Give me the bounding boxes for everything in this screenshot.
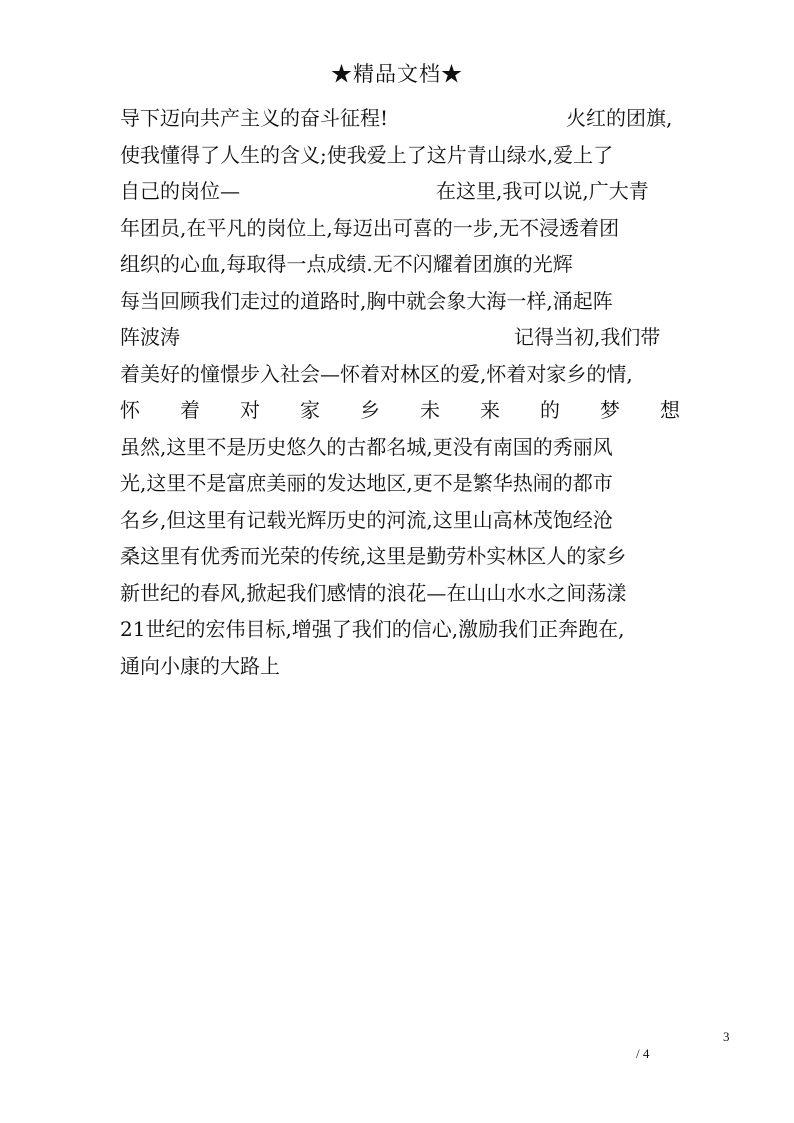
text-line: 组织的心血,每取得一点成绩.无不闪耀着团旗的光辉: [120, 252, 573, 276]
text-line: 21世纪的宏伟目标,增强了我们的信心,激励我们正奔跑在,: [120, 617, 625, 641]
text-segment: 在这里,我可以说,广大青: [436, 179, 649, 203]
page-number: 3: [723, 1029, 730, 1044]
text-line: 使我懂得了人生的含义;使我爱上了这片青山绿水,爱上了: [120, 142, 614, 167]
text-segment: 阵波涛: [120, 325, 180, 349]
text-segment: 火红的团旗,: [566, 106, 673, 130]
text-segment: 导下迈向共产主义的奋斗征程!: [120, 106, 389, 130]
text-segment: 记得当初,我们带: [514, 325, 661, 349]
document-header-title: ★精品文档★: [331, 62, 463, 86]
text-line: 着美好的憧憬步入社会—怀着对林区的爱,怀着对家乡的情,: [120, 361, 633, 386]
text-line: 名乡,但这里有记载光辉历史的河流,这里山高林茂饱经沧: [120, 507, 613, 532]
text-line: 通向小康的大路上: [120, 653, 280, 678]
text-line: 桑这里有优秀而光荣的传统,这里是勤劳朴实林区人的家乡: [120, 544, 627, 568]
text-line: 每当回顾我们走过的道路时,胸中就会象大海一样,涌起阵: [120, 288, 613, 313]
text-line: [120, 319, 680, 356]
text-line: 年团员,在平凡的岗位上,每迈出可喜的一步,无不浸透着团: [120, 215, 620, 240]
text-segment: 自己的岗位—: [120, 179, 240, 203]
text-line: [120, 173, 680, 210]
text-line: [120, 100, 680, 137]
document-body: [120, 100, 680, 684]
text-line: 怀 着 对 家 乡 未 来 的 梦 想: [120, 398, 680, 422]
text-line: 虽然,这里不是历史悠久的古都名城,更没有南国的秀丽风: [120, 434, 613, 459]
text-line: 光,这里不是富庶美丽的发达地区,更不是繁华热闹的都市: [120, 471, 613, 495]
text-line: 新世纪的春风,掀起我们感情的浪花—在山山水水之间荡漾: [120, 580, 627, 605]
page-total: / 4: [636, 1046, 650, 1061]
